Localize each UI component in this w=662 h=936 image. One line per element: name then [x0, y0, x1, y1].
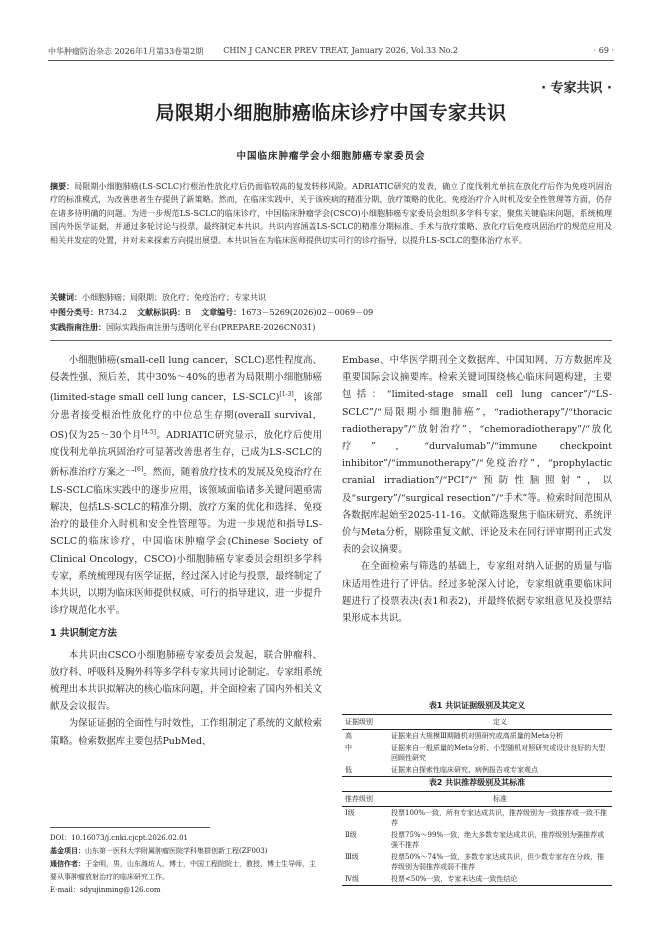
citation: [4-5]	[141, 428, 156, 436]
keywords	[50, 291, 612, 304]
table-cell: 投票<50%一致，专家未达成一致性结论	[388, 873, 612, 886]
author-text: 于金明，男，山东潍坊人，博士，中国工程院院士，教授，博士生导师，主要从事肿瘤放射治疗的临床研究工作。	[50, 860, 316, 881]
classification	[50, 306, 612, 319]
right-column	[342, 352, 612, 627]
table2-header-level: 推荐级别	[342, 792, 388, 807]
email: E-mail：sdyujinming@126.com	[50, 886, 161, 894]
section-heading: 1 共识制定方法	[50, 628, 117, 640]
methods-paragraph-1: 本共识由CSCO小细胞肺癌专家委员会发起，联合肿瘤科、放疗科、呼吸科及胸外科等多学科专家共同讨论制定。专家组系统梳理出本共识拟解决的核心临床问题，并全面检索了国内外相关文献及会议报告。	[50, 649, 322, 713]
registration	[50, 321, 612, 334]
table-cell: Ⅰ级	[345, 809, 355, 817]
table-cell: 证据来自探索性临床研究、病例报告或专家观点	[388, 764, 612, 777]
methods-paragraph-2: 为保证证据的全面性与时效性，工作组制定了系统的文献检索策略。检索数据库主要包括PubMed、	[50, 718, 322, 747]
table-row	[342, 807, 612, 830]
registration-label: 实践指南注册：	[50, 323, 106, 332]
doc-code-value: B	[185, 308, 191, 317]
table-cell: Ⅳ级	[342, 873, 388, 886]
fund-text: 山东第一医科大学附属肿瘤医院学科集群创新工程(ZF003)	[85, 847, 268, 855]
table-cell: 中	[345, 744, 352, 752]
doi: DOI：10.16073/j.cnki.cjcpt.2026.02.01	[50, 834, 189, 842]
journal-cn: 中华肿瘤防治杂志 2026年1月第33卷第2期	[48, 47, 204, 56]
fund	[50, 845, 320, 858]
footnote-rule	[50, 827, 210, 828]
footnote	[50, 832, 320, 897]
paper-title: 局限期小细胞肺癌临床诊疗中国专家共识	[155, 102, 507, 124]
author-label: 通信作者：	[50, 860, 85, 868]
table-cell: 投票100%一致，所有专家达成共识，推荐级别为一致推荐或一致不推荐	[391, 809, 608, 827]
author-line: 中国临床肿瘤学会小细胞肺癌专家委员会	[236, 151, 426, 162]
corresponding-author	[50, 858, 320, 884]
doc-code-label: 文献标识码：	[137, 308, 186, 317]
left-column	[50, 352, 322, 750]
table-row	[342, 829, 612, 851]
table-cell: 证据来自大规模Ⅲ期随机对照研究或高质量的Meta分析	[391, 732, 564, 740]
table-row	[342, 742, 612, 764]
intro-paragraph	[50, 352, 322, 619]
table1	[342, 714, 612, 777]
clc-value: R734.2	[98, 308, 127, 317]
table1-header-level: 证据级别	[342, 715, 388, 730]
column-tag: · 专家共识 ·	[541, 81, 612, 96]
table-row	[342, 851, 612, 873]
running-header	[48, 46, 614, 57]
registration-text: 国际实践指南注册与透明化平台(PREPARE-2026CN031)	[106, 323, 316, 332]
page-number: · 69 ·	[593, 46, 614, 55]
intro-text-4: 。然而，随着放疗技术的发展及免疫治疗在LS-SCLC临床实践中的逐步应用，该领域面临诸多关键问题亟需解决，包括LS-SCLC的精准分期、放疗方案的优化和选择、免疫治疗的最佳介入时机和安全性管理等。为进一步规范和指导LS-SCLC的临床诊疗，中国临床肿瘤学会(Chinese Society of Clinical Oncology，CSCO)小细胞肺癌专家委员会组织多学科专家，系统梳理现有医学证据，经过深入讨论与投票，最终制定了本共识，以期为临床医师提供权威、可行的指导建议，进一步提升诊疗规范化水平。	[50, 467, 322, 617]
table-cell: 证据来自一般质量的Meta分析、小型随机对照研究或设计良好的大型回顾性研究	[391, 744, 606, 762]
fund-label: 基金项目：	[50, 847, 85, 855]
citation: [1-3]	[279, 391, 294, 399]
table1-caption: 表1 共识证据级别及其定义	[428, 701, 526, 710]
abstract	[50, 180, 612, 247]
table-cell: 投票75%～99%一致，绝大多数专家达成共识，推荐级别为强推荐或强不推荐	[391, 831, 605, 849]
clc-label: 中图分类号：	[50, 308, 98, 317]
table2-header-standard: 标准	[388, 792, 612, 807]
table2-caption: 表2 共识推荐级别及其标准	[428, 778, 526, 787]
citation: [6]	[134, 466, 144, 474]
article-no-value: 1673－5269(2026)02－0069－09	[241, 308, 374, 317]
table-row	[342, 764, 612, 777]
table2	[342, 791, 612, 886]
table-cell: 高	[345, 732, 352, 740]
evaluation-paragraph: 在全面检索与筛选的基础上，专家组对纳入证据的质量与临床适用性进行了评估。经过多轮深入讨论，专家组就重要临床问题进行了投票表决(表1和表2)，并最终依据专家组意见及投票结果形成本共识。	[342, 561, 612, 625]
abstract-label: 摘要：	[50, 182, 75, 191]
header-rule	[48, 60, 614, 61]
table-row	[342, 730, 612, 743]
abstract-text: 局限期小细胞肺癌(LS-SCLC)行根治性放化疗后仍面临较高的复发转移风险。ADRIATIC研究的发表，确立了度伐利尤单抗在放化疗后作为免疫巩固治疗的标准模式，为改善患者生存提供了新策略。然而，在临床实践中，关于该疾病的精准分期、放疗策略的优化、免疫治疗介入时机及安全性管理等方面，仍存在诸多待明确的问题。为进一步规范LS-SCLC的临床诊疗，中国临床肿瘤学会(CSCO)小细胞肺癌专家委员会组织多学科专家，聚焦关键临床问题，系统梳理国内外医学证据，并通过多轮讨论与投票，最终制定本共识。共识内容涵盖LS-SCLC的精准分期标准、手术与放疗策略、放化疗后免疫巩固治疗的规范应用及相关并发症的处置，并对未来探索方向提出展望。本共识旨在为临床医师提供切实可行的诊疗指导，以提升LS-SCLC的整体治疗水平。	[50, 182, 612, 245]
table-cell: Ⅲ级	[345, 853, 359, 861]
intro-text-3: 。ADRIATIC研究显示，放化疗后使用度伐利尤单抗巩固治疗可显著改善患者生存，已成为LS-SCLC的新标准治疗方案之一	[50, 430, 323, 479]
keywords-text: 小细胞肺癌；局限期；放化疗；免疫治疗；专家共识	[82, 293, 266, 302]
keywords-label: 关键词：	[50, 293, 82, 302]
table-cell: 低	[342, 764, 388, 777]
intro-text-1: 小细胞肺癌(small-cell lung cancer，SCLC)恶性程度高、侵袭性强、预后差，其中30%～40%的患者为局限期小细胞肺癌(limited-stage small cell lung cancer，LS-SCLC)	[50, 355, 322, 404]
abstract-rule	[50, 340, 612, 341]
table-cell: 投票50%～74%一致，多数专家达成共识，但少数专家存在分歧，推荐级别为弱推荐或弱不推荐	[391, 853, 605, 871]
journal-en: CHIN J CANCER PREV TREAT, January 2026, Vol.33 No.2	[223, 46, 458, 55]
table-row	[342, 873, 612, 886]
table1-header-def: 定义	[388, 715, 612, 730]
intro-text-2: ，该部分患者接受根治性放化疗的中位总生存期(overall survival，OS)仅为25～30个月	[50, 392, 322, 442]
article-no-label: 文章编号：	[201, 308, 242, 317]
table-cell: Ⅱ级	[345, 831, 357, 839]
search-paragraph: Embase、中华医学期刊全文数据库、中国知网、万方数据库及重要国际会议摘要库。检索关键词围绕核心临床问题构建，主要包括：“limited-stage small cell lung cancer”/“LS-SCLC”/“局限期小细胞肺癌”，“radiotherapy”/“thoracic radiotherapy”/“放射治疗”，“chemoradiotherapy”/“放化疗”，“durvalumab”/“immune checkpoint inhibitor”/“immunotherapy”/“免疫治疗”，“prophylactic cranial irradiation”/“PCI”/“预防性脑照射”，以及“surgery”/“surgical resection”/“手术”等。检索时间范围从各数据库起始至2025-11-16。文献筛选聚焦于临床研究、系统评价与Meta分析，剔除重复文献、评论及未在同行评审期刊正式发表的会议摘要。	[342, 355, 612, 556]
